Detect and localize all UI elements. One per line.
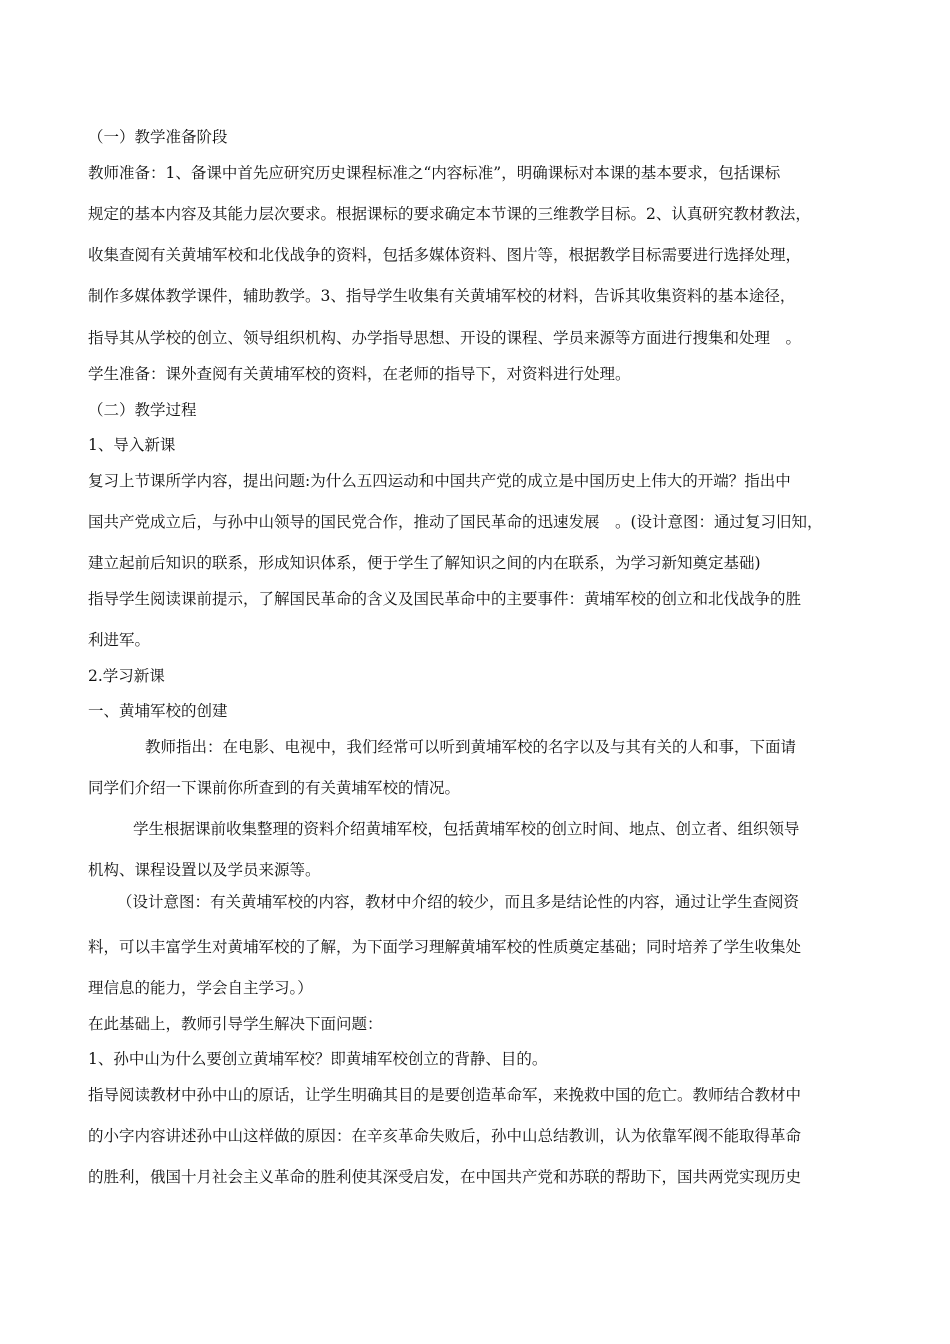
text-line: 复习上节课所学内容，提出问题:为什么五四运动和中国共产党的成立是中国历史上伟大的开端？指出中 (88, 472, 791, 490)
text-line: 机构、课程设置以及学员来源等。 (88, 861, 321, 879)
text-line: 指导学生阅读课前提示，了解国民革命的含义及国民革命中的主要事件：黄埔军校的创立和北伐战争的胜 (88, 590, 802, 608)
text-line: 教师指出：在电影、电视中，我们经常可以听到黄埔军校的名字以及与其有关的人和事，下面请 (145, 738, 797, 756)
text-line: 理信息的能力，学会自主学习。） (88, 979, 313, 997)
section-heading-preparation: （一）教学准备阶段 (88, 128, 228, 146)
text-line: 教师准备：1、备课中首先应研究历史课程标准之“内容标准”，明确课标对本课的基本要求，包括课标 (88, 164, 781, 182)
question-line: 1、孙中山为什么要创立黄埔军校？即黄埔军校创立的背静、目的。 (88, 1050, 548, 1068)
text-line: 指导阅读教材中孙中山的原话，让学生明确其目的是要创造革命军，来挽救中国的危亡。教师结合教材中 (88, 1086, 802, 1104)
text-line: 学生根据课前收集整理的资料介绍黄埔军校，包括黄埔军校的创立时间、地点、创立者、组织领导 (133, 820, 800, 838)
text-line: 的小字内容讲述孙中山这样做的原因：在辛亥革命失败后，孙中山总结教训，认为依靠军阀不能取得革命 (88, 1127, 802, 1145)
text-line: （设计意图：有关黄埔军校的内容，教材中介绍的较少，而且多是结论性的内容，通过让学生查阅资 (117, 893, 800, 911)
text-line: 同学们介绍一下课前你所查到的有关黄埔军校的情况。 (88, 779, 461, 797)
text-line: 在此基础上，教师引导学生解决下面问题： (88, 1015, 383, 1033)
section-heading-process: （二）教学过程 (88, 401, 197, 419)
text-line: 制作多媒体教学课件，辅助教学。3、指导学生收集有关黄埔军校的材料，告诉其收集资料的基本途径， (88, 287, 796, 305)
text-line: 利进军。 (88, 631, 151, 649)
text-line: 学生准备：课外查阅有关黄埔军校的资料，在老师的指导下，对资料进行处理。 (88, 365, 631, 383)
text-line: 指导其从学校的创立、领导组织机构、办学指导思想、开设的课程、学员来源等方面进行搜集和处理 。 (88, 329, 802, 347)
text-line: 收集查阅有关黄埔军校和北伐战争的资料，包括多媒体资料、图片等，根据教学目标需要进行选择处理， (88, 246, 802, 264)
text-line: 国共产党成立后，与孙中山领导的国民党合作，推动了国民革命的迅速发展 。(设计意图：通过复习旧知， (88, 513, 823, 531)
text-line: 的胜利，俄国十月社会主义革命的胜利使其深受启发，在中国共产党和苏联的帮助下，国共两党实现历史 (88, 1168, 802, 1186)
subheading-huangpu: 一、黄埔军校的创建 (88, 702, 228, 720)
subheading-intro: 1、导入新课 (88, 436, 176, 454)
text-line: 料，可以丰富学生对黄埔军校的了解，为下面学习理解黄埔军校的性质奠定基础；同时培养了学生收集处 (88, 938, 802, 956)
text-line: 规定的基本内容及其能力层次要求。根据课标的要求确定本节课的三维教学目标。2、认真研究教材教法， (88, 205, 811, 223)
subheading-new-lesson: 2.学习新课 (88, 667, 165, 685)
text-line: 建立起前后知识的联系，形成知识体系，便于学生了解知识之间的内在联系，为学习新知奠定基础) (88, 554, 761, 572)
